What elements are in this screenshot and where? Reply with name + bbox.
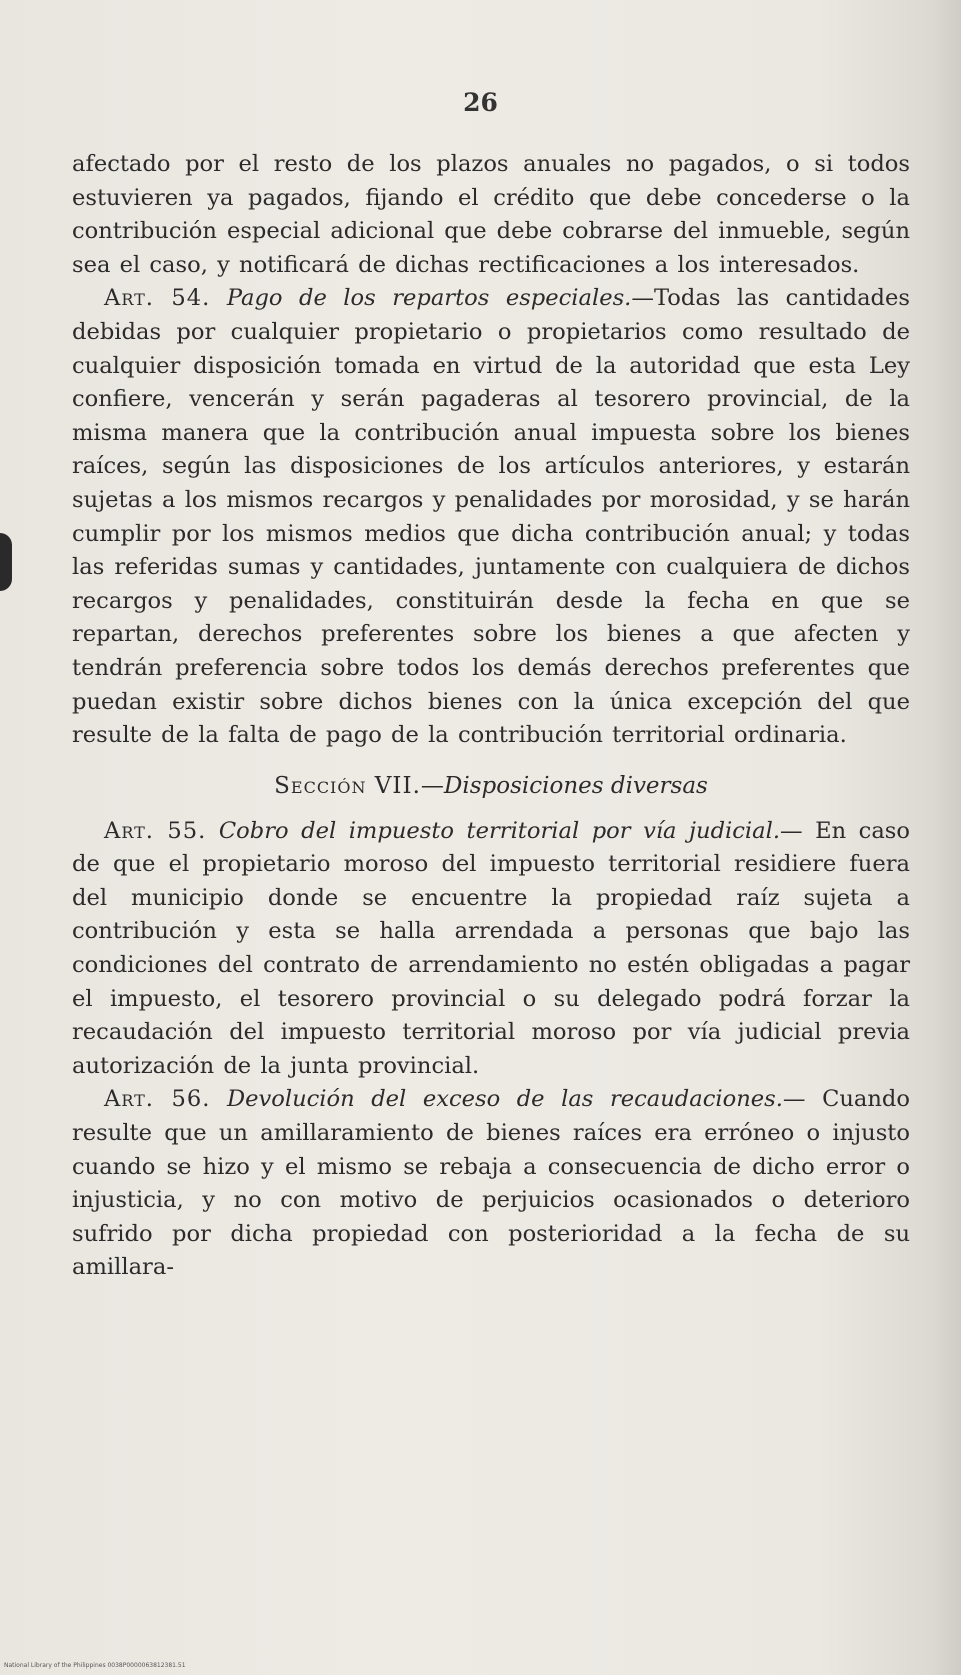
article-54-title: Pago de los repartos especiales. (226, 285, 632, 312)
article-55-title: Cobro del impuesto territorial por vía judicial. (218, 817, 781, 844)
body-text (72, 148, 910, 1285)
article-54-label: Art. 54. (104, 285, 211, 312)
section-title: —Disposiciones diversas (420, 772, 708, 799)
article-55 (72, 815, 910, 1084)
article-56-label: Art. 56. (104, 1086, 211, 1113)
article-54-body: —Todas las cantidades debidas por cualquier propietario o propietarios como resultado de cualquier disposición tomada en virtud de la autoridad que esta Ley confiere, vencerán y serán pagaderas al tesorero provincial, de la misma manera que la contribución anual impuesta sobre los bienes raíces, según las disposiciones de los artículos anteriores, y estarán sujetas a los mismos recargos y penalidades por morosidad, y se harán cumplir por los mismos medios que dicha contribución anual; y todas las referidas sumas y cantidades, juntamente con cualquiera de dichos recargos y penalidades, constituirán desde la fecha en que se repartan, derechos preferentes sobre los bienes a que afecten y tendrán preferencia sobre todos los demás derechos preferentes que puedan existir sobre dichos bienes con la única excepción del que resulte de la falta de pago de la contribución territorial ordinaria. (72, 285, 910, 749)
article-56 (72, 1083, 910, 1285)
section-label: Sección VII. (274, 772, 421, 799)
section-heading (72, 753, 910, 815)
article-56-body: — Cuando resulte que un amillaramiento de bienes raíces era erróneo o injusto cuando se hizo y el mismo se rebaja a consecuencia de dicho error o injusticia, y no con motivo de perjuicios ocasionados o deterioro sufrido por dicha propiedad con posterioridad a la fecha de su amillara- (72, 1086, 910, 1281)
paragraph-continuation: afectado por el resto de los plazos anuales no pagados, o si todos estuvieren ya pagados, fijando el crédito que debe concederse o la contribución especial adicional que debe cobrarse del inmueble, según sea el caso, y notificará de dichas rectificaciones a los interesados. (72, 151, 910, 278)
article-55-label: Art. 55. (104, 817, 207, 844)
article-54 (72, 282, 910, 752)
page-number: 26 (463, 88, 498, 117)
article-55-body: — En caso de que el propietario moroso del impuesto territorial residiere fuera del municipio donde se encuentre la propiedad raíz sujeta a contribución y esta se halla arrendada a personas que bajo las condiciones del contrato de arrendamiento no estén obligadas a pagar el impuesto, el tesorero provincial o su delegado podrá forzar la recaudación del impuesto territorial moroso por vía judicial previa autorización de la junta provincial. (72, 817, 911, 1079)
scan-footer: National Library of the Philippines 0038P0000063812381.51 (4, 1662, 186, 1669)
binding-shadow (0, 533, 12, 591)
article-56-title: Devolución del exceso de las recaudaciones. (227, 1086, 783, 1113)
